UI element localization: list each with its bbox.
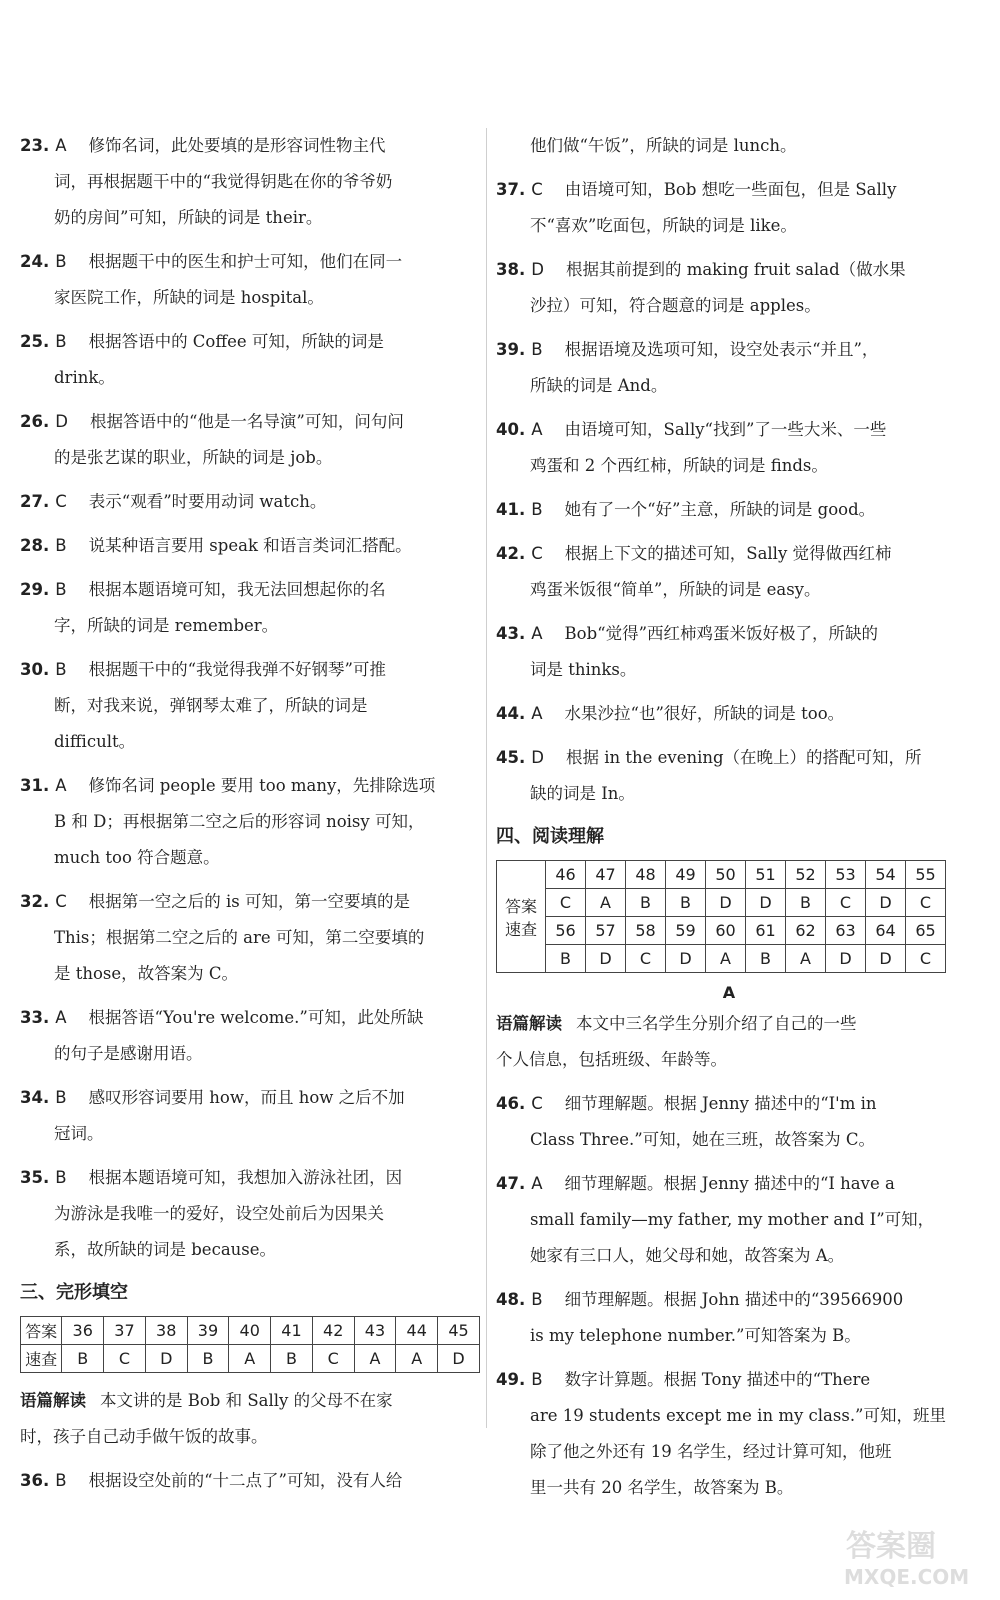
note-line xyxy=(20,1383,480,1419)
explanation-line: 是 those，故答案为 C。 xyxy=(54,964,239,983)
table-cell: D xyxy=(746,889,786,917)
table-cell: B xyxy=(271,1345,313,1373)
question-number: 43. xyxy=(496,624,526,643)
table-cell: B xyxy=(786,889,826,917)
explanation-line xyxy=(20,324,480,360)
table-cell: D xyxy=(706,889,746,917)
explanation-line: 家医院工作，所缺的词是 hospital。 xyxy=(54,288,324,307)
question-number: 49. xyxy=(496,1370,526,1389)
answer-item xyxy=(20,324,480,396)
table-cell: 61 xyxy=(746,917,786,945)
explanation-line xyxy=(496,252,962,288)
column-divider xyxy=(486,128,487,1428)
explanation-line: 鸡蛋和 2 个西红柿，所缺的词是 finds。 xyxy=(530,456,828,475)
table-label-line: 速查 xyxy=(504,919,537,939)
explanation-text: 根据设空处前的“十二点了”可知，没有人给 xyxy=(88,1471,403,1490)
explanation-text: 细节理解题。根据 Jenny 描述中的“I'm in xyxy=(564,1094,877,1113)
explanation-line xyxy=(20,1000,480,1036)
explanation-line xyxy=(496,172,962,208)
explanation-line: 的句子是感谢用语。 xyxy=(54,1044,203,1063)
question-number: 47. xyxy=(496,1174,526,1193)
table-cell: D xyxy=(438,1345,480,1373)
question-number: 44. xyxy=(496,704,526,723)
explanation-line: Class Three.”可知，她在三班，故答案为 C。 xyxy=(530,1130,876,1149)
explanation-text: 修饰名词，此处要填的是形容词性物主代 xyxy=(88,136,386,155)
answer-choice: C xyxy=(55,492,67,511)
explanation-line xyxy=(20,128,480,164)
answer-item xyxy=(20,1000,480,1072)
answer-item xyxy=(496,696,962,732)
explanation-line: 系，故所缺的词是 because。 xyxy=(54,1240,277,1259)
answer-choice: B xyxy=(531,500,543,519)
answer-item xyxy=(20,572,480,644)
table-cell: 42 xyxy=(312,1317,354,1345)
table-cell: B xyxy=(746,945,786,973)
table-cell: 45 xyxy=(438,1317,480,1345)
table-cell: 65 xyxy=(906,917,946,945)
explanation-line: difficult。 xyxy=(54,732,136,751)
table-cell: 52 xyxy=(786,861,826,889)
table-cell: 60 xyxy=(706,917,746,945)
table-cell: D xyxy=(666,945,706,973)
answer-item xyxy=(496,740,962,812)
question-number: 24. xyxy=(20,252,50,271)
explanation-line xyxy=(496,1086,962,1122)
explanation-line: 她家有三口人，她父母和她，故答案为 A。 xyxy=(530,1246,845,1265)
answer-item xyxy=(20,484,480,520)
explanation-text: 根据上下文的描述可知，Sally 觉得做西红柿 xyxy=(564,544,892,563)
explanation-line: 为游泳是我唯一的爱好，设空处前后为因果关 xyxy=(54,1204,384,1223)
answer-choice: B xyxy=(55,580,67,599)
explanation-line: 断，对我来说，弹钢琴太难了，所缺的词是 xyxy=(54,696,368,715)
explanation-line xyxy=(496,492,962,528)
explanation-line xyxy=(496,412,962,448)
explanation-line: 不“喜欢”吃面包，所缺的词是 like。 xyxy=(530,216,797,235)
note-line: 时，孩子自己动手做午饭的故事。 xyxy=(20,1427,268,1446)
explanation-text: 表示“观看”时要用动词 watch。 xyxy=(88,492,327,511)
passage-note xyxy=(20,1383,480,1455)
answer-item xyxy=(496,1282,962,1354)
note-line: 个人信息，包括班级、年龄等。 xyxy=(496,1050,727,1069)
answer-item xyxy=(20,884,480,992)
svg-text:MXQE.COM: MXQE.COM xyxy=(844,1565,970,1589)
table-cell: 64 xyxy=(866,917,906,945)
table-cell: B xyxy=(626,889,666,917)
table-cell: 56 xyxy=(546,917,586,945)
left-column xyxy=(20,128,480,1507)
explanation-line xyxy=(496,1282,962,1318)
section-title-cloze: 三、完形填空 xyxy=(20,1282,128,1303)
explanation-text: 根据题干中的医生和护士可知，他们在同一 xyxy=(88,252,403,271)
answer-choice: A xyxy=(531,420,543,439)
note-line xyxy=(496,1006,962,1042)
explanation-line: is my telephone number.”可知答案为 B。 xyxy=(530,1326,861,1345)
answer-item xyxy=(496,492,962,528)
answer-choice: B xyxy=(55,536,67,555)
answer-choice: D xyxy=(531,260,544,279)
answer-choice: A xyxy=(531,1174,543,1193)
note-text: 本文讲的是 Bob 和 Sally 的父母不在家 xyxy=(100,1391,393,1410)
explanation-line: 字，所缺的词是 remember。 xyxy=(54,616,279,635)
explanation-line: 里一共有 20 名学生，故答案为 B。 xyxy=(530,1478,794,1497)
answer-choice: B xyxy=(55,1168,67,1187)
explanation-text: 根据第一空之后的 is 可知，第一空要填的是 xyxy=(88,892,410,911)
answer-item xyxy=(20,1463,480,1499)
explanation-line xyxy=(20,652,480,688)
table-cell: 速查 xyxy=(21,1345,62,1373)
table-cell: 49 xyxy=(666,861,706,889)
explanation-line xyxy=(496,1362,962,1398)
table-cell: 40 xyxy=(229,1317,271,1345)
explanation-line xyxy=(20,528,480,564)
table-cell: 39 xyxy=(187,1317,229,1345)
answer-item xyxy=(20,1160,480,1268)
table-cell: A xyxy=(786,945,826,973)
question-number: 38. xyxy=(496,260,526,279)
answer-choice: A xyxy=(55,776,67,795)
answer-item xyxy=(20,768,480,876)
question-number: 26. xyxy=(20,412,50,431)
answer-item xyxy=(20,1080,480,1152)
table-cell: 41 xyxy=(271,1317,313,1345)
table-cell: 50 xyxy=(706,861,746,889)
table-cell: A xyxy=(229,1345,271,1373)
explanation-line xyxy=(20,244,480,280)
answer-choice: A xyxy=(531,704,543,723)
table-cell: D xyxy=(586,945,626,973)
table-cell: 48 xyxy=(626,861,666,889)
answer-choice: A xyxy=(55,1008,67,1027)
answer-item xyxy=(20,528,480,564)
explanation-line: B 和 D；再根据第二空之后的形容词 noisy 可知， xyxy=(54,812,425,831)
explanation-text: 她有了一个“好”主意，所缺的词是 good。 xyxy=(564,500,876,519)
table-cell: 62 xyxy=(786,917,826,945)
table-cell: C xyxy=(104,1345,146,1373)
table-cell: 43 xyxy=(354,1317,396,1345)
table-cell: 57 xyxy=(586,917,626,945)
explanation-line: are 19 students except me in my class.”可知，班里 xyxy=(530,1406,946,1425)
table-cell: B xyxy=(546,945,586,973)
explanation-text: 修饰名词 people 要用 too many，先排除选项 xyxy=(88,776,436,795)
answer-choice: C xyxy=(531,1094,543,1113)
explanation-line xyxy=(20,404,480,440)
explanation-line: This；根据第二空之后的 are 可知，第二空要填的 xyxy=(54,928,425,947)
explanation-text: 说某种语言要用 speak 和语言类词汇搭配。 xyxy=(88,536,412,555)
table-cell: D xyxy=(145,1345,187,1373)
question-number: 29. xyxy=(20,580,50,599)
answer-item xyxy=(496,1362,962,1506)
explanation-line: 的是张艺谋的职业，所缺的词是 job。 xyxy=(54,448,333,467)
note-tag: 语篇解读 xyxy=(496,1014,562,1033)
question-number: 36. xyxy=(20,1471,50,1490)
answer-item xyxy=(20,652,480,760)
explanation-line xyxy=(20,1080,480,1116)
answer-choice: C xyxy=(531,544,543,563)
explanation-text: 数字计算题。根据 Tony 描述中的“There xyxy=(564,1370,871,1389)
table-cell: D xyxy=(866,945,906,973)
explanation-line xyxy=(20,572,480,608)
table-cell: C xyxy=(906,945,946,973)
answer-choice: B xyxy=(55,1471,67,1490)
answer-choice: C xyxy=(531,180,543,199)
question-number: 30. xyxy=(20,660,50,679)
question-number: 35. xyxy=(20,1168,50,1187)
explanation-text: 根据本题语境可知，我无法回想起你的名 xyxy=(88,580,386,599)
explanation-line xyxy=(20,768,480,804)
question-number: 40. xyxy=(496,420,526,439)
answer-item xyxy=(496,616,962,688)
answer-choice: B xyxy=(55,1088,67,1107)
answer-choice: B xyxy=(531,340,543,359)
explanation-line: 鸡蛋米饭很“简单”，所缺的词是 easy。 xyxy=(530,580,821,599)
table-cell: 55 xyxy=(906,861,946,889)
table-cell: B xyxy=(666,889,706,917)
answer-item xyxy=(20,244,480,316)
question-number: 37. xyxy=(496,180,526,199)
watermark-logo xyxy=(836,1520,986,1590)
question-number: 42. xyxy=(496,544,526,563)
question-number: 45. xyxy=(496,748,526,767)
explanation-line xyxy=(20,1463,480,1499)
explanation-line: much too 符合题意。 xyxy=(54,848,220,867)
table-cell: 54 xyxy=(866,861,906,889)
answer-item xyxy=(496,536,962,608)
explanation-text: 根据本题语境可知，我想加入游泳社团，因 xyxy=(88,1168,403,1187)
passage-label: A xyxy=(722,983,736,1002)
explanation-text: 根据其前提到的 making fruit salad（做水果 xyxy=(565,260,906,279)
question-number: 39. xyxy=(496,340,526,359)
answer-choice: B xyxy=(531,1370,543,1389)
question-number: 33. xyxy=(20,1008,50,1027)
explanation-text: 根据 in the evening（在晚上）的搭配可知，所 xyxy=(565,748,922,767)
table-cell: C xyxy=(826,889,866,917)
question-number: 25. xyxy=(20,332,50,351)
answer-choice: A xyxy=(55,136,67,155)
explanation-text: 根据答语中的 Coffee 可知，所缺的词是 xyxy=(88,332,384,351)
explanation-text: 感叹形容词要用 how，而且 how 之后不加 xyxy=(88,1088,405,1107)
answer-item xyxy=(496,252,962,324)
table-cell: 47 xyxy=(586,861,626,889)
passage-note xyxy=(496,1006,962,1078)
table-cell: 44 xyxy=(396,1317,438,1345)
explanation-line: 词，再根据题干中的“我觉得钥匙在你的爷爷奶 xyxy=(54,172,393,191)
question-number: 32. xyxy=(20,892,50,911)
note-text: 本文中三名学生分别介绍了自己的一些 xyxy=(576,1014,857,1033)
table-cell: C xyxy=(546,889,586,917)
table-cell: A xyxy=(706,945,746,973)
explanation-line: 缺的词是 In。 xyxy=(530,784,635,803)
table-cell: D xyxy=(866,889,906,917)
cloze-answer-table xyxy=(20,1316,480,1373)
answer-choice: B xyxy=(55,252,67,271)
table-cell: B xyxy=(187,1345,229,1373)
table-cell: A xyxy=(586,889,626,917)
answer-item xyxy=(496,172,962,244)
answer-item xyxy=(496,1166,962,1274)
explanation-text: 细节理解题。根据 John 描述中的“39566900 xyxy=(564,1290,904,1309)
explanation-line xyxy=(496,616,962,652)
section-title-reading: 四、阅读理解 xyxy=(496,826,604,847)
explanation-line xyxy=(496,332,962,368)
explanation-line: 除了他之外还有 19 名学生，经过计算可知，他班 xyxy=(530,1442,892,1461)
table-cell: 53 xyxy=(826,861,866,889)
continued-line: 他们做“午饭”，所缺的词是 lunch。 xyxy=(530,136,797,155)
explanation-text: 根据题干中的“我觉得我弹不好钢琴”可推 xyxy=(88,660,386,679)
answer-item xyxy=(20,404,480,476)
table-cell: 38 xyxy=(145,1317,187,1345)
explanation-text: 根据语境及选项可知，设空处表示“并且”， xyxy=(564,340,879,359)
answer-choice: C xyxy=(55,892,67,911)
question-number: 46. xyxy=(496,1094,526,1113)
explanation-line xyxy=(496,536,962,572)
explanation-text: 水果沙拉“也”很好，所缺的词是 too。 xyxy=(564,704,845,723)
table-cell: C xyxy=(312,1345,354,1373)
explanation-text: 细节理解题。根据 Jenny 描述中的“I have a xyxy=(564,1174,895,1193)
right-column xyxy=(496,128,962,1514)
answer-choice: B xyxy=(55,332,67,351)
table-cell: A xyxy=(354,1345,396,1373)
explanation-line xyxy=(20,1160,480,1196)
explanation-text: 根据答语“You're welcome.”可知，此处所缺 xyxy=(88,1008,424,1027)
explanation-line: drink。 xyxy=(54,368,115,387)
table-cell: 63 xyxy=(826,917,866,945)
question-number: 31. xyxy=(20,776,50,795)
explanation-text: Bob“觉得”西红柿鸡蛋米饭好极了，所缺的 xyxy=(564,624,879,643)
question-number: 27. xyxy=(20,492,50,511)
explanation-line: 所缺的词是 And。 xyxy=(530,376,668,395)
table-label xyxy=(497,861,546,973)
answer-item xyxy=(496,332,962,404)
answer-item xyxy=(20,128,480,236)
explanation-text: 由语境可知，Bob 想吃一些面包，但是 Sally xyxy=(564,180,897,199)
question-number: 23. xyxy=(20,136,50,155)
answer-item xyxy=(496,412,962,484)
explanation-text: 由语境可知，Sally“找到”了一些大米、一些 xyxy=(564,420,887,439)
table-cell: 36 xyxy=(62,1317,104,1345)
question-number: 41. xyxy=(496,500,526,519)
explanation-line xyxy=(496,740,962,776)
explanation-line: 奶的房间”可知，所缺的词是 their。 xyxy=(54,208,323,227)
question-number: 34. xyxy=(20,1088,50,1107)
answer-choice: B xyxy=(531,1290,543,1309)
answer-choice: A xyxy=(531,624,543,643)
table-label-line: 答案 xyxy=(504,896,537,916)
answer-choice: B xyxy=(55,660,67,679)
explanation-line xyxy=(20,484,480,520)
table-cell: 59 xyxy=(666,917,706,945)
explanation-line xyxy=(496,1166,962,1202)
note-tag: 语篇解读 xyxy=(20,1391,86,1410)
explanation-text: 根据答语中的“他是一名导演”可知，问句问 xyxy=(89,412,404,431)
answer-choice: D xyxy=(55,412,68,431)
table-cell: C xyxy=(626,945,666,973)
table-cell: D xyxy=(826,945,866,973)
table-cell: A xyxy=(396,1345,438,1373)
explanation-line: 冠词。 xyxy=(54,1124,104,1143)
svg-text:答案圈: 答案圈 xyxy=(846,1529,936,1564)
explanation-line xyxy=(496,696,962,732)
answer-item xyxy=(496,1086,962,1158)
explanation-line: 词是 thinks。 xyxy=(530,660,637,679)
table-cell: 51 xyxy=(746,861,786,889)
answer-choice: D xyxy=(531,748,544,767)
table-cell: C xyxy=(906,889,946,917)
explanation-line xyxy=(20,884,480,920)
table-cell: 58 xyxy=(626,917,666,945)
table-cell: B xyxy=(62,1345,104,1373)
table-cell: 46 xyxy=(546,861,586,889)
reading-answer-table xyxy=(496,860,946,973)
table-cell: 37 xyxy=(104,1317,146,1345)
explanation-line: 沙拉）可知，符合题意的词是 apples。 xyxy=(530,296,821,315)
question-number: 48. xyxy=(496,1290,526,1309)
explanation-line: small family—my father, my mother and I”可知， xyxy=(530,1210,935,1229)
table-cell: 答案 xyxy=(21,1317,62,1345)
question-number: 28. xyxy=(20,536,50,555)
